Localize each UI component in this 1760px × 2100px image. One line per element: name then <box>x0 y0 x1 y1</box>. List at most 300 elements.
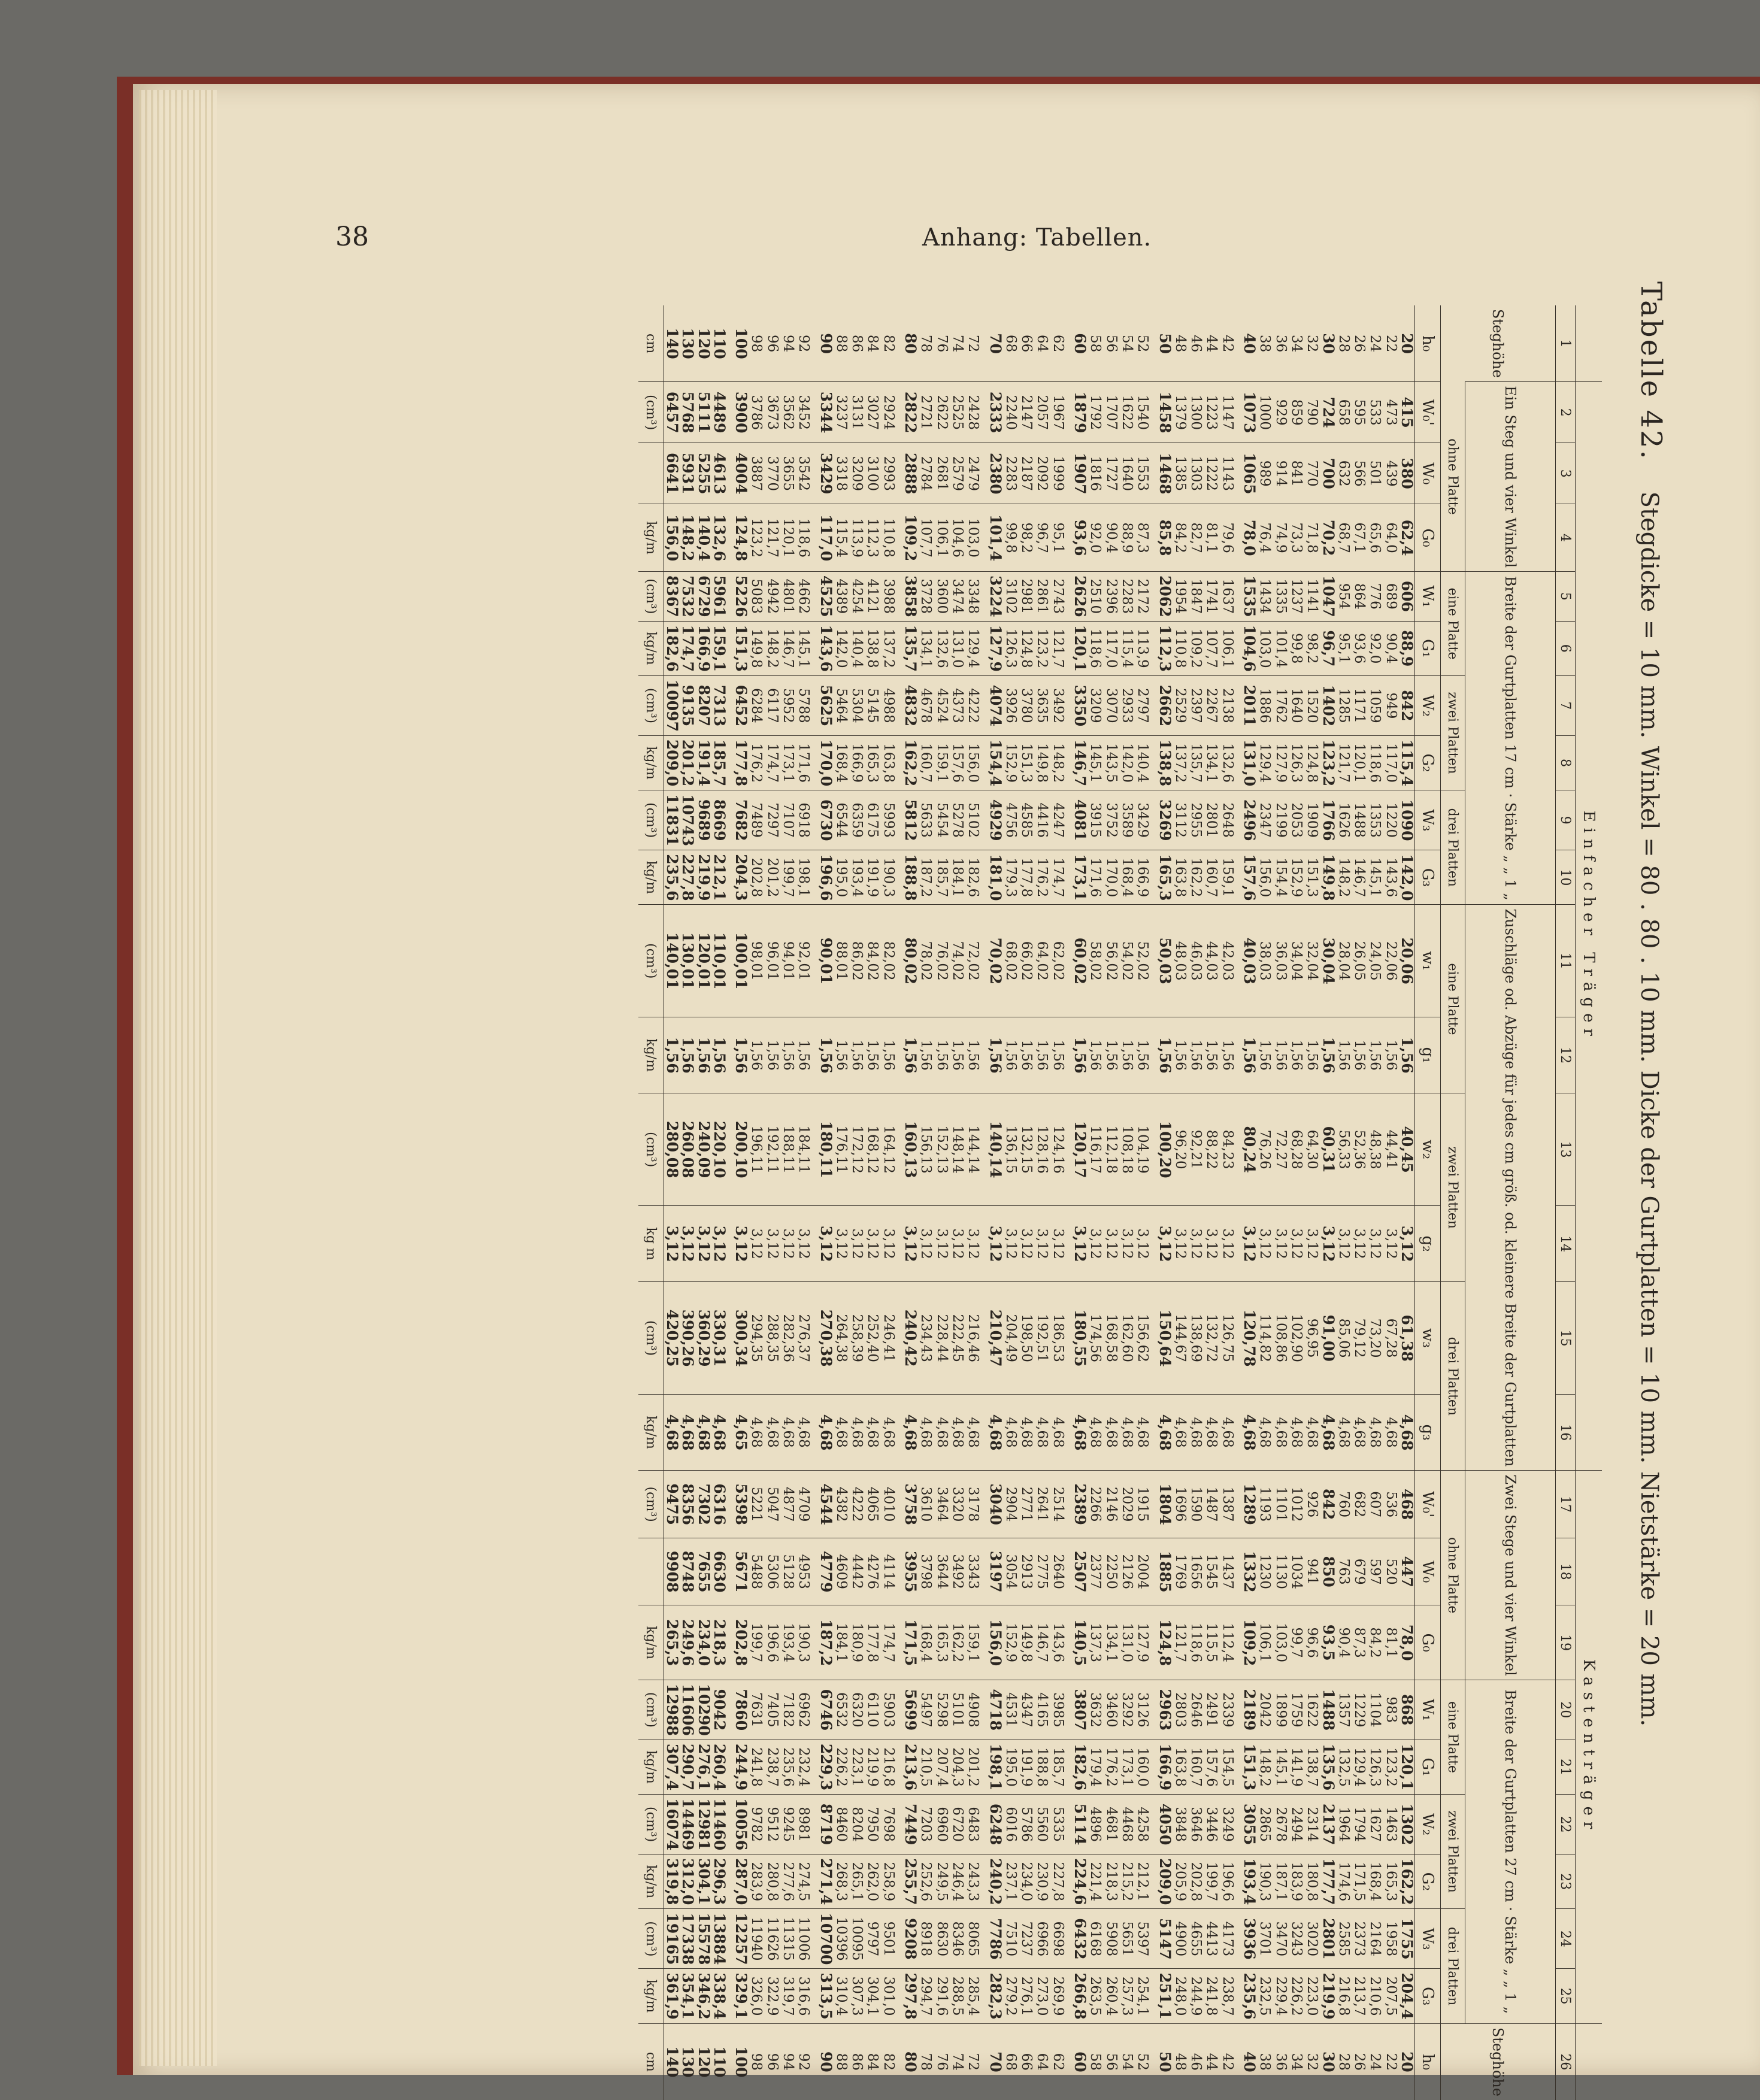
table-cell: 212,1 <box>1135 1854 1156 1909</box>
table-cell: 297,8 <box>902 1969 918 2023</box>
unit-cell: kg/m <box>638 504 664 572</box>
table-cell: 10056 <box>733 1795 749 1854</box>
table-cell: 182,6 <box>1072 1740 1087 1794</box>
table-cell: 300,34 <box>733 1282 749 1394</box>
table-cell: 135,7 <box>1188 735 1204 790</box>
unit-cell: (cm³) <box>638 675 664 735</box>
table-cell: 5952 <box>780 675 796 735</box>
table-cell: 7655 <box>695 1538 711 1605</box>
table-cell: 145,1 <box>1273 1740 1288 1794</box>
table-cell: 3985 <box>1050 1680 1071 1740</box>
table-cell: 264,38 <box>834 1282 849 1394</box>
table-cell: 159,1 <box>934 735 949 790</box>
table-row <box>1003 305 1019 2100</box>
table-cell: 58 <box>1087 334 1104 353</box>
table-cell: 38,03 <box>1257 905 1273 1017</box>
table-cell: 190,3 <box>1257 1854 1273 1909</box>
table-cell: 679 <box>1352 1538 1367 1605</box>
table-cell: 131,0 <box>950 621 965 675</box>
table-cell: 108,86 <box>1273 1282 1288 1394</box>
unit-cell: (cm³) <box>638 1093 664 1205</box>
table-cell: 5993 <box>881 790 902 850</box>
table-cell: 252,40 <box>865 1282 880 1394</box>
table-cell: 134,1 <box>1103 1605 1119 1680</box>
symbol-cell: W₃ <box>1415 790 1441 850</box>
table-cell: 914 <box>1273 443 1288 504</box>
table-cell: 132,6 <box>1219 735 1241 790</box>
table-cell: 135,7 <box>902 621 918 675</box>
table-cell: 30 <box>1319 333 1337 354</box>
table-cell: 36,03 <box>1273 905 1288 1017</box>
table-cell: 4010 <box>881 1471 902 1538</box>
symbol-cell: W₂ <box>1415 1795 1441 1854</box>
table-cell: 4,68 <box>1352 1394 1367 1471</box>
table-cell: 6457 <box>664 382 680 443</box>
table-cell: 120,78 <box>1241 1282 1257 1394</box>
table-cell: 154,4 <box>987 735 1002 790</box>
table-cell: 230,9 <box>1034 1854 1050 1909</box>
table-cell: 11006 <box>796 1909 817 1969</box>
table-cell: 6320 <box>849 1680 865 1740</box>
table-cell: 96,7 <box>1320 621 1335 675</box>
table-cell: 3209 <box>1087 675 1103 735</box>
table-cell: 7107 <box>780 790 796 850</box>
table-cell: 146,7 <box>1352 850 1367 905</box>
table-cell: 126,75 <box>1219 1282 1241 1394</box>
table-cell: 3,12 <box>695 1205 711 1281</box>
rotated-table-block <box>350 281 1668 2096</box>
table-cell: 103,0 <box>965 504 987 572</box>
table-cell: 68,28 <box>1289 1093 1304 1205</box>
table-cell: 62 <box>1050 2023 1071 2100</box>
table-cell: 2640 <box>1050 1538 1071 1605</box>
table-cell: 7182 <box>780 1680 796 1740</box>
table-cell: 20 <box>1398 333 1416 354</box>
table-cell: 101,4 <box>1273 621 1288 675</box>
table-cell: 148,2 <box>1050 735 1071 790</box>
table-cell: 941 <box>1304 1538 1320 1605</box>
table-cell: 130 <box>679 328 697 359</box>
table-cell: 258,9 <box>881 1854 902 1909</box>
table-cell: 218,3 <box>711 1605 733 1680</box>
table-cell: 1967 <box>1050 382 1071 443</box>
table-cell: 4222 <box>965 675 987 735</box>
table-cell: 9782 <box>749 1795 764 1854</box>
table-cell: 87,3 <box>1352 1605 1367 1680</box>
table-cell: 68 <box>1003 2023 1019 2100</box>
table-cell: 58,02 <box>1087 905 1103 1017</box>
table-cell: 1488 <box>1352 790 1367 850</box>
table-cell: 2138 <box>1219 675 1241 735</box>
table-cell: 5497 <box>918 1680 934 1740</box>
table-cell: 1332 <box>1241 1538 1257 1605</box>
table-cell: 202,8 <box>749 850 764 905</box>
table-cell: 7313 <box>711 675 733 735</box>
table-cell: 120,01 <box>695 905 711 1017</box>
table-cell: 198,1 <box>796 850 817 905</box>
table-cell: 301,0 <box>881 1969 902 2023</box>
table-cell: 3780 <box>1019 675 1034 735</box>
table-cell: 140,4 <box>849 621 865 675</box>
table-cell: 5147 <box>1156 1909 1172 1969</box>
table-cell: 3728 <box>918 572 934 622</box>
table-cell: 32 <box>1304 2023 1320 2100</box>
column-number: 20 <box>1556 1680 1576 1740</box>
column-number: 4 <box>1556 504 1576 572</box>
table-cell: 48,38 <box>1367 1093 1383 1205</box>
table-cell: 1622 <box>1119 382 1135 443</box>
table-cell: 2373 <box>1352 1909 1367 1969</box>
table-cell: 2861 <box>1034 572 1050 622</box>
table-cell: 3848 <box>1173 1795 1188 1854</box>
table-cell: 3446 <box>1204 1795 1219 1854</box>
table-cell: 173,1 <box>1119 1740 1135 1794</box>
table-cell: 68,7 <box>1336 504 1352 572</box>
table-cell: 2146 <box>1103 1471 1119 1538</box>
table-cell: 48 <box>1173 2023 1188 2100</box>
table-cell: 5226 <box>733 572 749 622</box>
table-cell: 103,0 <box>1273 1605 1288 1680</box>
table-cell: 4756 <box>1003 790 1019 850</box>
unit-cell: cm <box>638 2023 664 2100</box>
table-cell: 2057 <box>1034 382 1050 443</box>
table-cell: 160,7 <box>918 735 934 790</box>
table-cell: 9501 <box>881 1909 902 1969</box>
table-cell: 98 <box>749 2023 764 2100</box>
table-cell: 241,8 <box>749 1740 764 1794</box>
table-cell: 137,2 <box>1173 735 1188 790</box>
table-cell: 1488 <box>1320 1680 1335 1740</box>
column-number: 25 <box>1556 1969 1576 2023</box>
table-cell: 6432 <box>1072 1909 1087 1969</box>
table-cell: 223,0 <box>1304 1969 1320 2023</box>
table-cell: 1755 <box>1399 1909 1415 1969</box>
table-cell: 235,6 <box>664 850 680 905</box>
table-cell: 72 <box>965 2023 987 2100</box>
table-cell: 80 <box>902 2023 918 2100</box>
table-cell: 5651 <box>1119 1909 1135 1969</box>
table-cell: 162,2 <box>1188 850 1204 905</box>
table-cell: 265,1 <box>849 1854 865 1909</box>
table-cell: 2510 <box>1087 572 1103 622</box>
table-cell: 7302 <box>695 1471 711 1538</box>
table-cell: 2339 <box>1219 1680 1241 1740</box>
table-cell: 3,12 <box>849 1205 865 1281</box>
table-cell: 304,1 <box>695 1854 711 1909</box>
table-cell: 3589 <box>1119 790 1135 850</box>
table-cell: 3,12 <box>817 1205 833 1281</box>
table-cell: 62,02 <box>1050 905 1071 1017</box>
table-cell: 71,8 <box>1304 504 1320 572</box>
table-cell: 109,2 <box>902 504 918 572</box>
unit-cell <box>638 1538 664 1605</box>
table-cell: 269,9 <box>1050 1969 1071 2023</box>
table-cell: 1303 <box>1188 443 1204 504</box>
table-cell: 6316 <box>711 1471 733 1538</box>
table-row <box>1273 305 1288 2100</box>
table-cell: 82,02 <box>881 905 902 1017</box>
table-cell: 4,68 <box>764 1394 780 1471</box>
table-cell: 104,6 <box>950 504 965 572</box>
table-cell: 2172 <box>1135 572 1156 622</box>
table-cell: 3,12 <box>1119 1205 1135 1281</box>
table-cell: 5488 <box>749 1538 764 1605</box>
table-cell: 473 <box>1383 382 1398 443</box>
unit-cell: kg/m <box>638 1969 664 2023</box>
table-cell: 3,12 <box>1257 1205 1273 1281</box>
table-cell: 1907 <box>1072 443 1087 504</box>
table-cell: 2126 <box>1119 1538 1135 1605</box>
table-cell: 17338 <box>680 1909 695 1969</box>
unit-cell: (cm³) <box>638 572 664 622</box>
table-cell: 185,7 <box>711 735 733 790</box>
table-cell: 11315 <box>780 1909 796 1969</box>
sub-ohne-platte-left: ohne Platte <box>1441 382 1465 572</box>
table-cell: 180,55 <box>1072 1282 1087 1394</box>
table-cell: 842 <box>1399 675 1415 735</box>
table-cell: 2377 <box>1087 1538 1103 1605</box>
table-cell: 2529 <box>1173 675 1188 735</box>
table-cell: 3197 <box>987 1538 1002 1605</box>
table-cell: 204,49 <box>1003 1282 1019 1394</box>
table-cell: 52,02 <box>1135 905 1156 1017</box>
table-cell: 13884 <box>711 1909 733 1969</box>
table-cell: 120,1 <box>1072 621 1087 675</box>
table-cell: 3807 <box>1072 1680 1087 1740</box>
table-cell: 262,0 <box>865 1854 880 1909</box>
table-cell: 280,8 <box>764 1854 780 1909</box>
table-cell: 107,7 <box>918 504 934 572</box>
table-cell: 4,68 <box>780 1394 796 1471</box>
symbol-cell: g₂ <box>1415 1205 1441 1281</box>
table-cell: 2042 <box>1257 1680 1273 1740</box>
table-cell: 64,0 <box>1383 504 1398 572</box>
table-cell: 1,56 <box>1399 1017 1415 1093</box>
table-cell: 1,56 <box>1204 1017 1219 1093</box>
table-cell: 1553 <box>1135 443 1156 504</box>
table-cell: 240,09 <box>695 1093 711 1205</box>
table-row <box>1034 305 1050 2100</box>
table-cell: 4,68 <box>1034 1394 1050 1471</box>
table-cell: 3243 <box>1289 1909 1304 1969</box>
table-cell: 1727 <box>1103 443 1119 504</box>
table-cell: 117,0 <box>817 504 833 572</box>
table-cell: 1,56 <box>1050 1017 1071 1093</box>
table-cell: 52,36 <box>1352 1093 1367 1205</box>
table-cell: 276,1 <box>695 1740 711 1794</box>
table-cell: 72 <box>965 334 982 353</box>
table-cell: 4489 <box>711 382 733 443</box>
table-cell: 148,2 <box>1257 1740 1273 1794</box>
table-row <box>965 305 987 2100</box>
table-cell: 20,06 <box>1399 905 1415 1017</box>
table-cell: 95,1 <box>1050 504 1071 572</box>
table-cell: 156,0 <box>1257 850 1273 905</box>
table-row <box>1188 305 1204 2100</box>
table-cell: 92,01 <box>796 905 817 1017</box>
table-cell: 2771 <box>1019 1471 1034 1538</box>
table-cell: 4,68 <box>1320 1394 1335 1471</box>
table-cell: 2955 <box>1188 790 1204 850</box>
head-zwei-stege: Zwei Stege und vier Winkel <box>1465 1471 1556 1680</box>
table-cell: 595 <box>1352 382 1367 443</box>
table-cell: 1437 <box>1219 1538 1241 1605</box>
table-cell: 6630 <box>711 1538 733 1605</box>
page-number: 38 <box>335 222 369 252</box>
symbol-cell: W₀ <box>1415 1538 1441 1605</box>
table-row <box>1072 305 1087 2100</box>
table-cell: 3,12 <box>1050 1205 1071 1281</box>
table-row <box>1257 305 1273 2100</box>
table-cell: 73,3 <box>1289 504 1304 572</box>
table-cell: 5768 <box>680 382 695 443</box>
table-cell: 606 <box>1399 572 1415 622</box>
table-cell: 1792 <box>1087 382 1103 443</box>
table-cell: 222,45 <box>950 1282 965 1394</box>
table-cell: 145,1 <box>1087 735 1103 790</box>
table-cell: 12257 <box>733 1909 749 1969</box>
table-cell: 1059 <box>1367 675 1383 735</box>
symbol-cell: w₁ <box>1415 905 1441 1017</box>
table-cell: 90,4 <box>1383 621 1398 675</box>
table-cell: 5625 <box>817 675 833 735</box>
table-cell: 11626 <box>764 1909 780 1969</box>
table-cell: 2585 <box>1336 1909 1352 1969</box>
table-cell: 868 <box>1399 1680 1415 1740</box>
table-cell: 182,6 <box>965 850 987 905</box>
table-cell: 219,9 <box>695 850 711 905</box>
table-cell: 1766 <box>1320 790 1335 850</box>
table-cell: 724 <box>1320 382 1335 443</box>
table-cell: 3758 <box>902 1471 918 1538</box>
table-row <box>1156 305 1172 2100</box>
table-cell: 3,12 <box>1173 1205 1188 1281</box>
table-cell: 1130 <box>1273 1538 1288 1605</box>
table-cell: 3209 <box>849 443 865 504</box>
table-cell: 3178 <box>965 1471 987 1538</box>
table-cell: 117,0 <box>1383 735 1398 790</box>
table-cell: 234,43 <box>918 1282 934 1394</box>
table-cell: 2092 <box>1034 443 1050 504</box>
table-cell: 1762 <box>1273 675 1288 735</box>
table-cell: 5145 <box>865 675 880 735</box>
table-cell: 1,56 <box>680 1017 695 1093</box>
table-cell: 137,3 <box>1087 1605 1103 1680</box>
table-cell: 50 <box>1156 333 1174 354</box>
table-cell: 251,1 <box>1156 1969 1172 2023</box>
table-cell: 533 <box>1367 382 1383 443</box>
table-cell: 180,11 <box>817 1093 833 1205</box>
table-cell: 229,4 <box>1273 1969 1288 2023</box>
table-cell: 1,56 <box>987 1017 1002 1093</box>
table-cell: 5047 <box>764 1471 780 1538</box>
table-cell: 2822 <box>902 382 918 443</box>
unit-cell: (cm³) <box>638 1471 664 1538</box>
table-cell: 186,53 <box>1050 1282 1071 1394</box>
table-cell: 2189 <box>1241 1680 1257 1740</box>
table-cell: 115,4 <box>834 504 849 572</box>
table-cell: 131,0 <box>1241 735 1257 790</box>
table-cell: 124,8 <box>1304 735 1320 790</box>
table-cell: 5221 <box>749 1471 764 1538</box>
table-cell: 137,2 <box>881 621 902 675</box>
table-cell: 216,8 <box>1336 1969 1352 2023</box>
table-cell: 3936 <box>1241 1909 1257 1969</box>
table-cell: 210,5 <box>918 1740 934 1794</box>
table-cell: 4877 <box>780 1471 796 1538</box>
table-cell: 1289 <box>1241 1471 1257 1538</box>
table-cell: 4254 <box>849 572 865 622</box>
table-cell: 72,27 <box>1273 1093 1288 1205</box>
table-cell: 4929 <box>987 790 1002 850</box>
table-cell: 3,12 <box>902 1205 918 1281</box>
table-title <box>1620 281 1668 2018</box>
table-cell: 5464 <box>834 675 849 735</box>
table-cell: 3,12 <box>1103 1205 1119 1281</box>
table-cell: 76 <box>934 334 950 353</box>
table-cell: 1000 <box>1257 382 1273 443</box>
table-cell: 56,33 <box>1336 1093 1352 1205</box>
unit-cell: kg m <box>638 1205 664 1281</box>
symbol-cell: G₁ <box>1415 1740 1441 1794</box>
unit-cell: cm <box>638 305 664 382</box>
table-cell: 44,03 <box>1204 905 1219 1017</box>
column-number: 1 <box>1556 305 1576 382</box>
table-cell: 12988 <box>664 1680 680 1740</box>
unit-cell: kg/m <box>638 621 664 675</box>
table-cell: 99,8 <box>1289 621 1304 675</box>
table-cell: 232,5 <box>1257 1969 1273 2023</box>
table-row <box>1219 305 1241 2100</box>
table-cell: 152,13 <box>934 1093 949 1205</box>
table-cell: 163,8 <box>1173 1740 1188 1794</box>
table-cell: 1,56 <box>764 1017 780 1093</box>
table-cell: 156,0 <box>664 504 680 572</box>
table-cell: 98,2 <box>1304 621 1320 675</box>
table-cell: 176,11 <box>834 1093 849 1205</box>
table-cell: 98,01 <box>749 905 764 1017</box>
table-cell: 46 <box>1188 2023 1204 2100</box>
table-cell: 3343 <box>965 1538 987 1605</box>
table-cell: 32,04 <box>1304 905 1320 1017</box>
table-cell: 88,9 <box>1399 621 1415 675</box>
table-cell: 138,8 <box>865 621 880 675</box>
table-cell: 1141 <box>1304 572 1320 622</box>
table-cell: 1,56 <box>817 1017 833 1093</box>
table-cell: 85,8 <box>1156 504 1172 572</box>
table-cell: 3100 <box>865 443 880 504</box>
table-cell: 1,56 <box>780 1017 796 1093</box>
symbol-cell: g₁ <box>1415 1017 1441 1093</box>
table-cell: 2053 <box>1289 790 1304 850</box>
table-cell: 6544 <box>834 790 849 850</box>
table-cell: 1034 <box>1289 1538 1304 1605</box>
table-cell: 5102 <box>965 790 987 850</box>
table-cell: 160,13 <box>902 1093 918 1205</box>
table-cell: 3237 <box>834 382 849 443</box>
table-cell: 200,10 <box>733 1093 749 1205</box>
table-cell: 28,04 <box>1336 905 1352 1017</box>
table-cell: 4,68 <box>1273 1394 1288 1471</box>
unit-cell: kg/m <box>638 1854 664 1909</box>
table-cell: 6966 <box>1034 1909 1050 1969</box>
table-cell: 140,5 <box>1072 1605 1087 1680</box>
table-cell: 179,3 <box>1003 850 1019 905</box>
table-cell: 5931 <box>680 443 695 504</box>
table-cell: 1,56 <box>664 1017 680 1093</box>
table-cell: 850 <box>1320 1538 1335 1605</box>
table-cell: 1379 <box>1173 382 1188 443</box>
